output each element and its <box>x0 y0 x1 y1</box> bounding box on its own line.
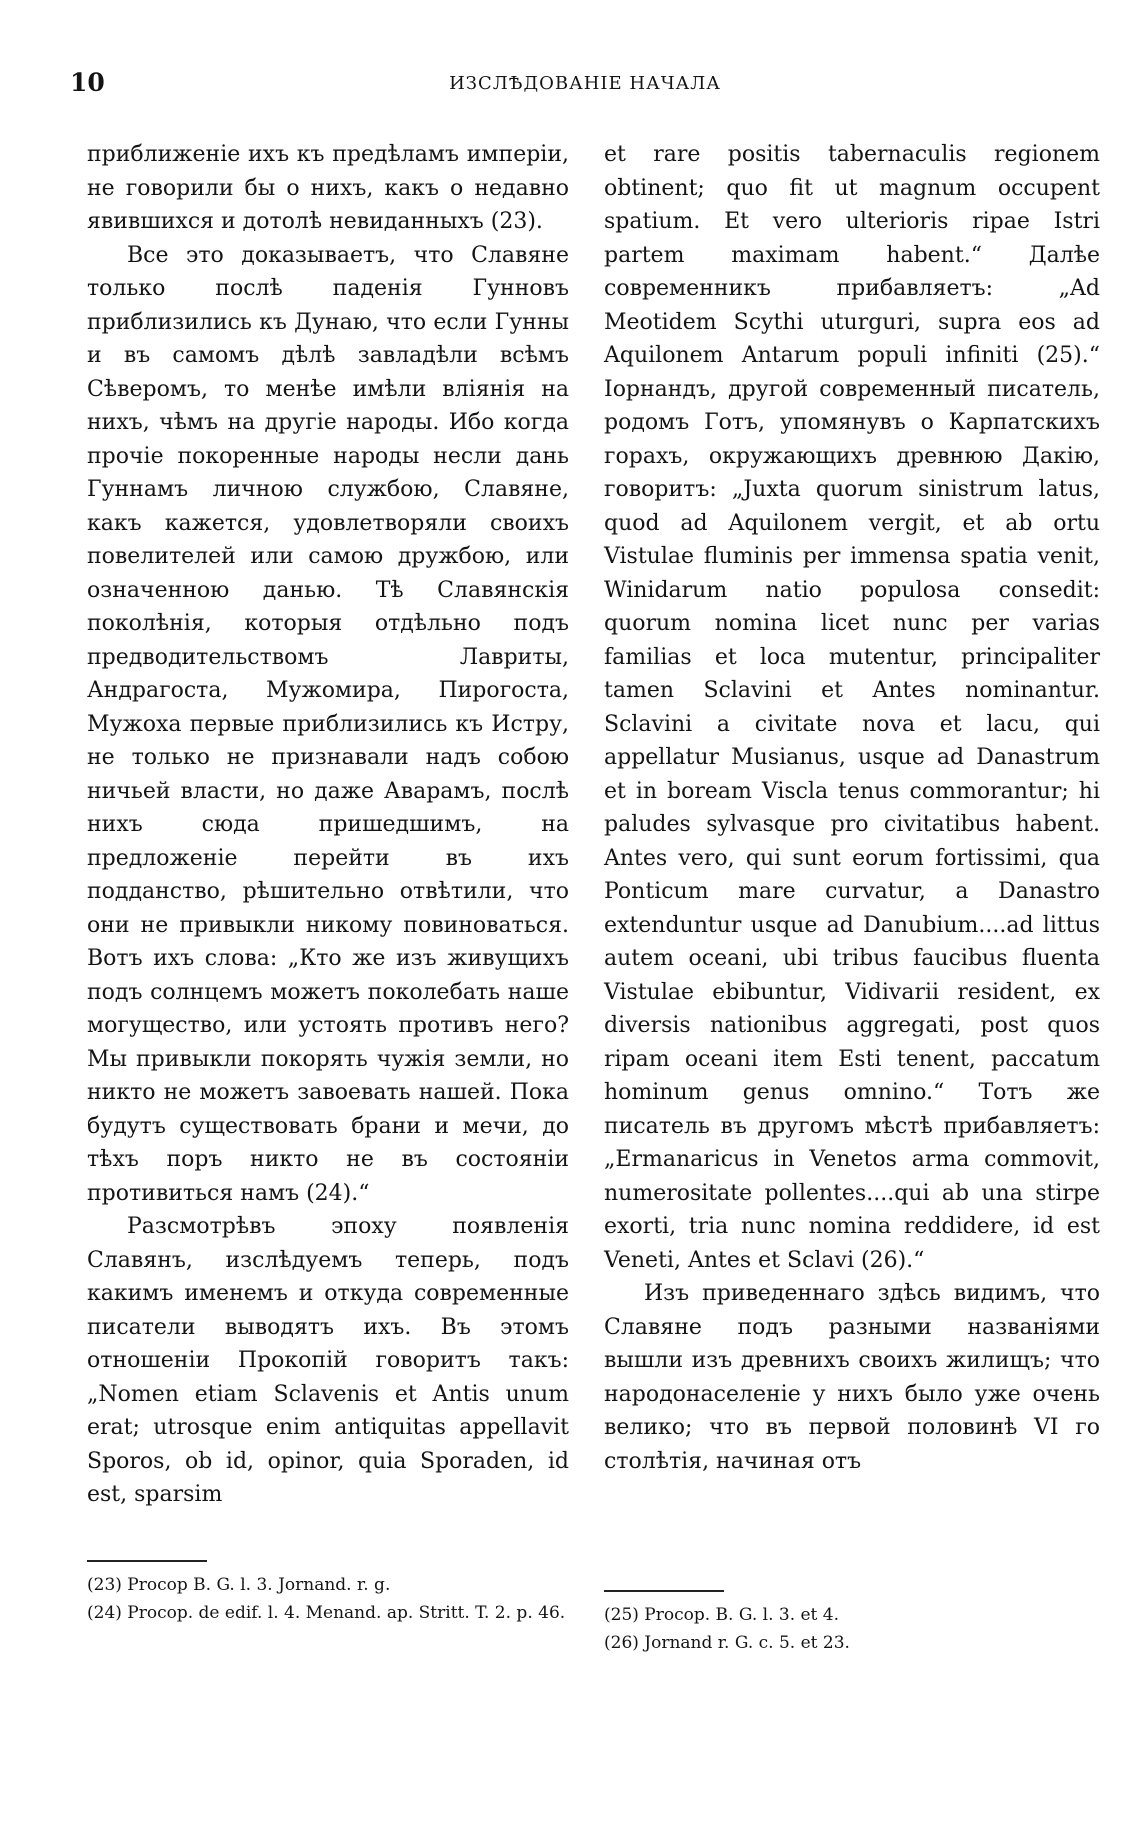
footnote: (25) Procop. B. G. l. 3. et 4. <box>604 1605 840 1625</box>
paragraph: et rare positis tabernaculis regionem obtinent; quo fit ut magnum occupent spatium. Et vero ulterioris ripae Istri partem maximam habent.“ Далѣе современникъ прибавляетъ: „Ad Meotidem Scythi uturguri, supra eos ad Aquilonem Antarum populi infiniti (25).“ Іорнандъ, другой современный писатель, родомъ Готъ, упомянувъ о Карпатскихъ горахъ, окружающихъ древнюю Дакію, говоритъ: „Juxta quorum sinistrum latus, quod ad Aquilonem vergit, et ab ortu Vistulae fluminis per immensa spatia venit, Winidarum natio populosa consedit: quorum nomina licet nunc per varias familias et loca mutentur, principaliter tamen Sclavini et Antes nominantur. Sclavini a civitate nova et lacu, qui appellatur Musianus, usque ad Danastrum et in boream Viscla tenus commorantur; hi paludes sylvasque pro civitatibus habent. Antes vero, qui sunt eorum fortissimi, qua Ponticum mare curvatur, a Danastro extenduntur usque ad Danubium....ad littus autem oceani, ubi tribus faucibus fluenta Vistulae ebibuntur, Vidivarii resident, ex diversis nationibus aggregati, post quos ripam oceani item Esti tenent, paccatum hominum genus omnino.“ Тотъ же писатель въ другомъ мѣстѣ прибавляетъ: „Ermanaricus in Venetos arma commovit, numerositate pollentes....qui ab una stirpe exorti, tria nunc nomina reddidere, id est Veneti, Antes et Sclavi (26).“ <box>604 142 1100 1273</box>
footnotes-right <box>604 1590 1100 1658</box>
right-column <box>604 138 1100 1478</box>
paragraph: Все это доказываетъ, что Славяне только послѣ паденія Гунновъ приблизились къ Дунаю, что если Гунны и въ самомъ дѣлѣ завладѣли всѣмъ Сѣверомъ, то менѣе имѣли вліянія на нихъ, чѣмъ на другіе народы. Ибо когда прочіе покоренные народы несли дань Гуннамъ личною службою, Славяне, какъ кажется, удовлетворяли своихъ повелителей или самою дружбою, или означенною данью. Тѣ Славянскія поколѣнія, которыя отдѣльно подъ предводительствомъ Лавриты, Андрагоста, Мужомира, Пирогоста, Мужоха первые приблизились къ Истру, не только не признавали надъ собою ничьей власти, но даже Аварамъ, послѣ нихъ сюда пришедшимъ, на предложеніе перейти въ ихъ подданство, рѣшительно отвѣтили, что они не привыкли никому повиноваться. Вотъ ихъ слова: „Кто же изъ живущихъ подъ солнцемъ можетъ поколебать наше могущество, или устоять противъ него? Мы привыкли покорять чужія земли, но никто не можетъ завоевать нашей. Пока будутъ существовать брани и мечи, до тѣхъ поръ никто не въ состояніи противиться намъ (24).“ <box>87 242 569 1206</box>
footnote-rule <box>604 1590 724 1592</box>
page-header <box>70 68 1100 108</box>
paragraph: приближеніе ихъ къ предѣламъ имперіи, не говорили бы о нихъ, какъ о недавно явившихся и дотолѣ невиданныхъ (23). <box>87 142 569 234</box>
footnote: (24) Procop. de edif. l. 4. Menand. ap. Stritt. T. 2. p. 46. <box>87 1603 566 1623</box>
paragraph: Разсмотрѣвъ эпоху появленія Славянъ, изслѣдуемъ теперь, подъ какимъ именемъ и откуда современные писатели выводятъ ихъ. Въ этомъ отношеніи Прокопій говоритъ такъ: „Nomen etiam Sclavenis et Antis unum erat; utrosque enim antiquitas appellavit Sporos, ob id, opinor, quia Sporaden, id est, sparsim <box>87 1214 569 1507</box>
left-column <box>87 138 569 1512</box>
footnote: (23) Procop B. G. l. 3. Jornand. r. g. <box>87 1575 391 1595</box>
running-head: ИЗСЛѢДОВАНІЕ НАЧАЛА <box>449 73 721 94</box>
footnotes-left <box>87 1560 569 1628</box>
paragraph: Изъ приведеннаго здѣсь видимъ, что Славяне подъ разными названіями вышли изъ древнихъ своихъ жилищъ; что народонаселеніе у нихъ было уже очень велико; что въ первой половинѣ VI го столѣтія, начиная отъ <box>604 1281 1100 1474</box>
footnote: (26) Jornand r. G. c. 5. et 23. <box>604 1633 850 1653</box>
page-number: 10 <box>70 68 105 97</box>
footnote-rule <box>87 1560 207 1562</box>
